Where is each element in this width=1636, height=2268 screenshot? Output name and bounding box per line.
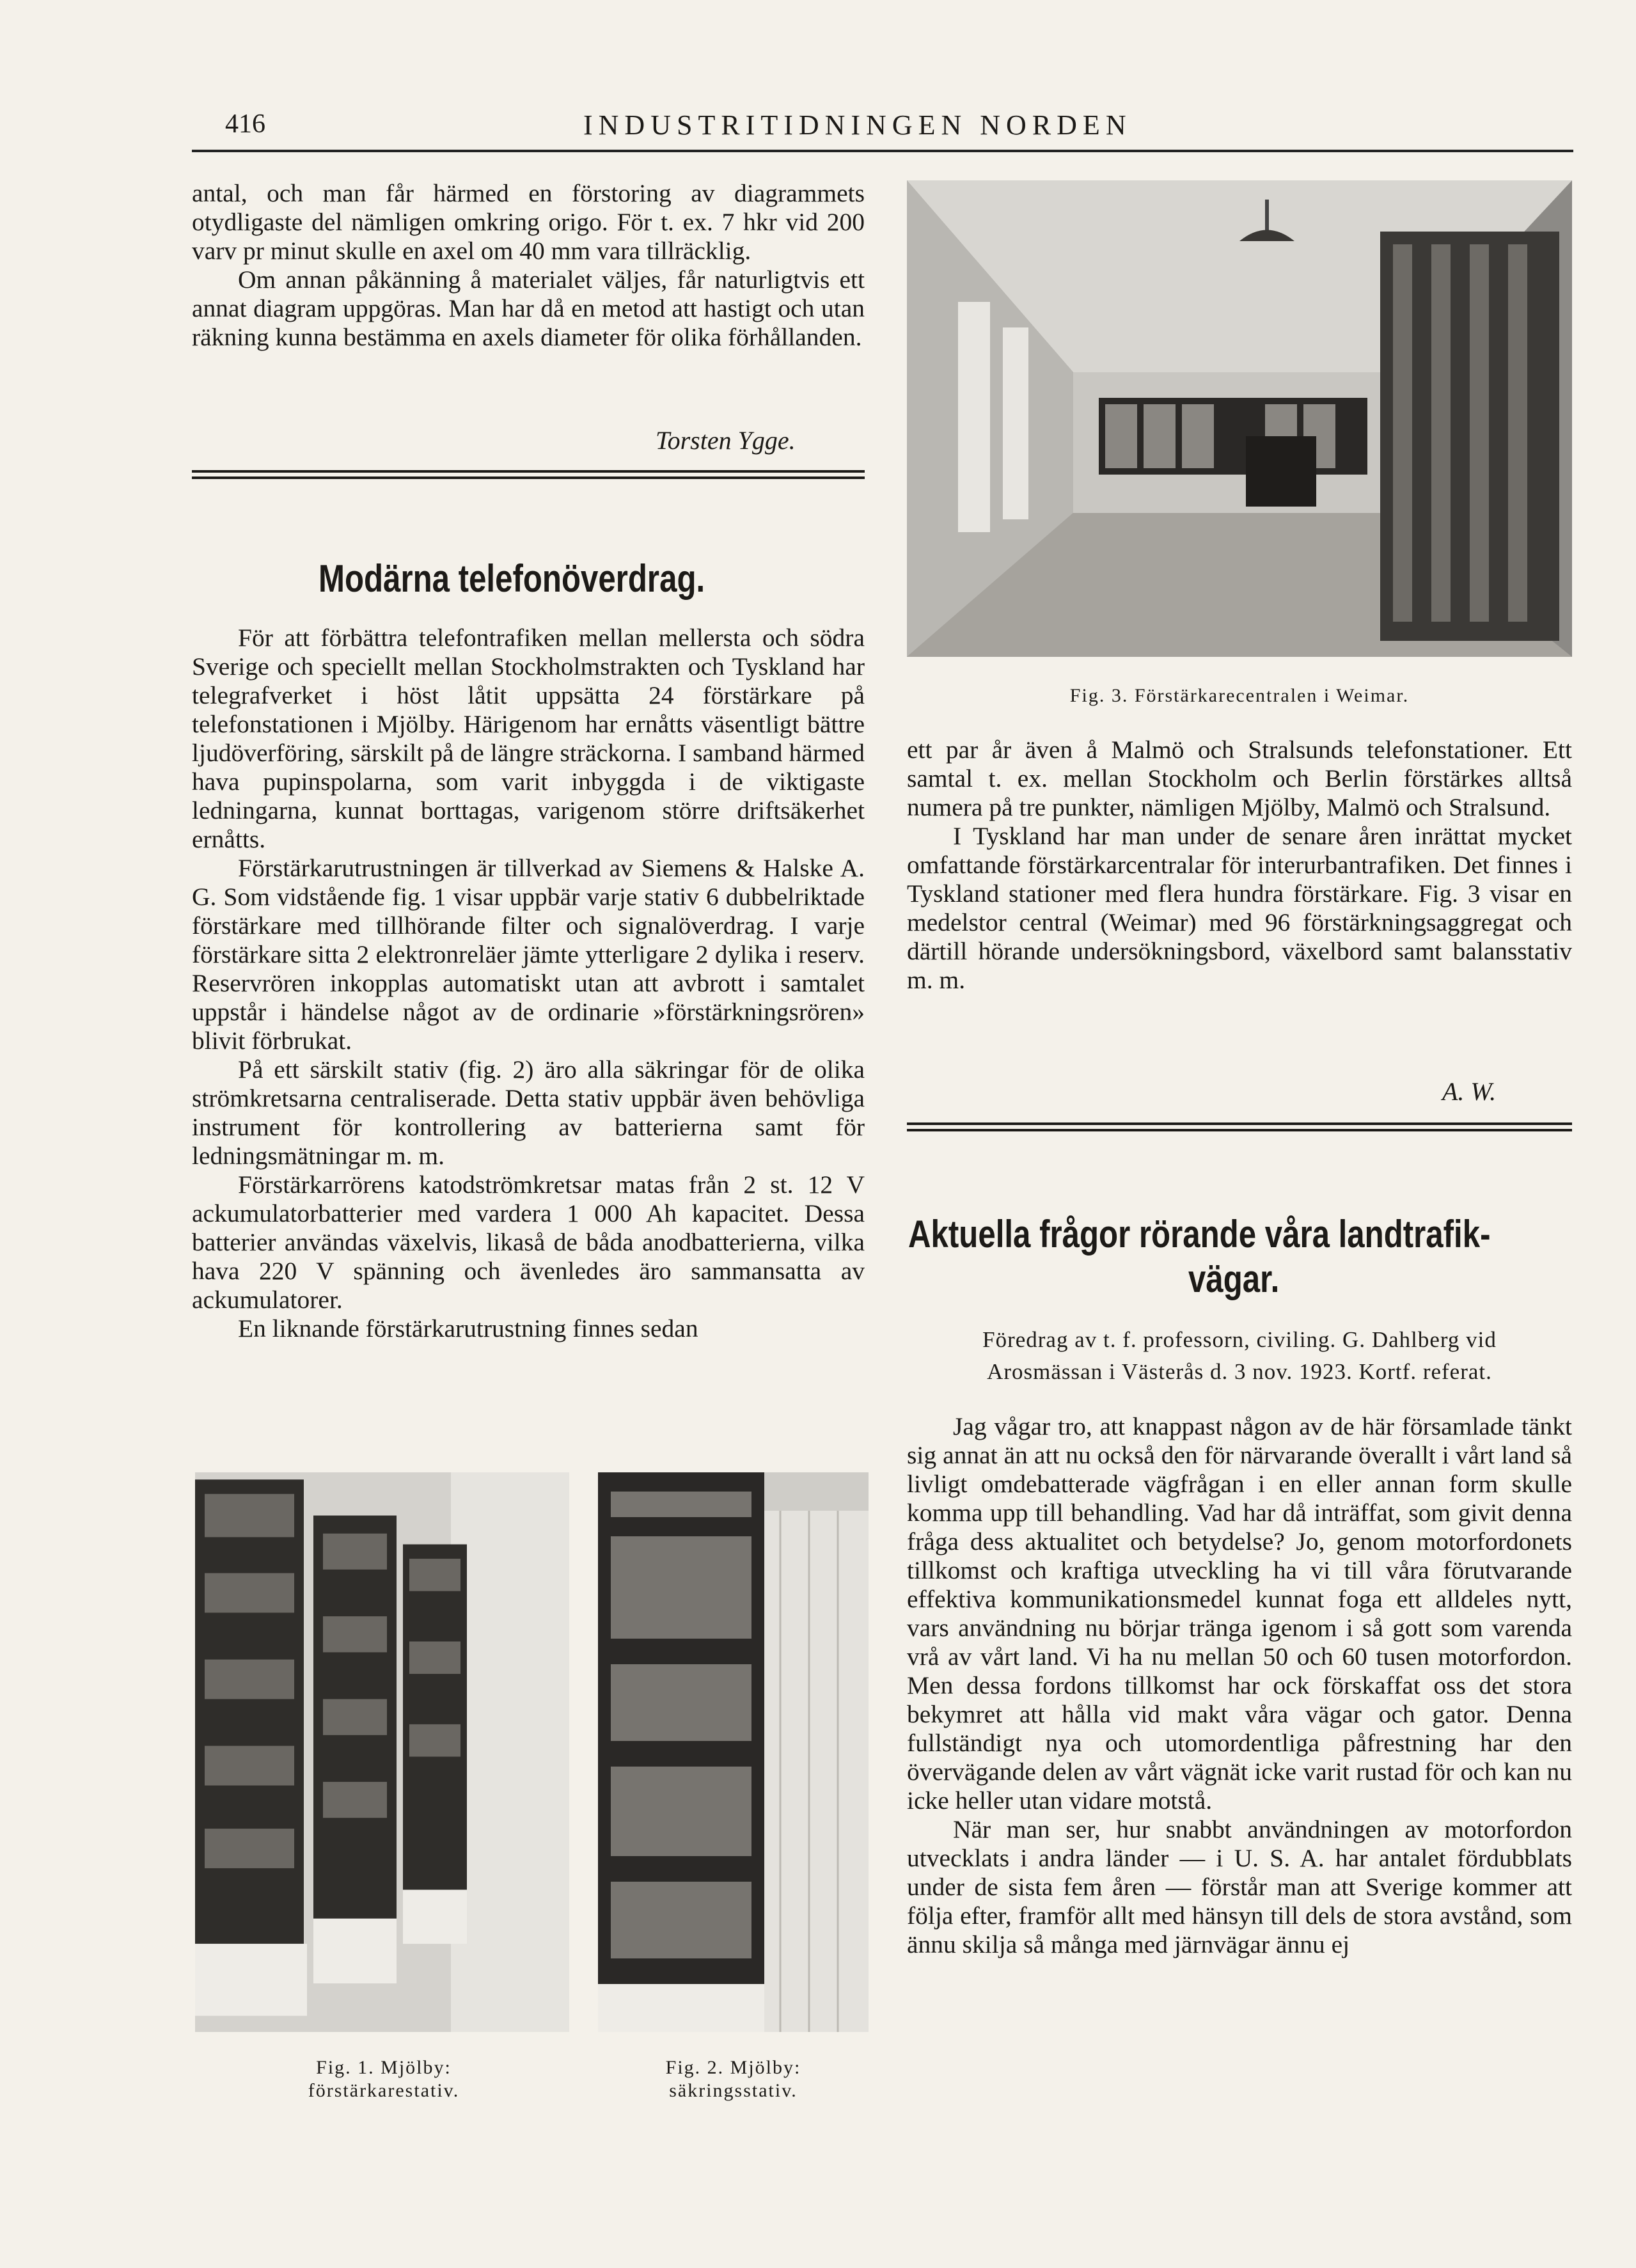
- journal-title: INDUSTRITIDNINGEN NORDEN: [583, 109, 1132, 141]
- article2-paragraph: På ett särskilt stativ (fig. 2) äro alla säkringar för de olika strömkretsarna centraliserade. Detta stativ uppbär även behövliga instrument för kontrollering av batterierna samt för ledningsmätningar m. m.: [192, 1055, 865, 1170]
- article1-paragraph: Om annan påkänning å materialet väljes, får naturligtvis ett annat diagram uppgöras. Man har då en metod att hastigt och utan räkning kunna bestämma en axels diameter för olika förhållanden.: [192, 265, 865, 351]
- fig2-photo: [598, 1472, 869, 2032]
- article3-body: [907, 1412, 1572, 1959]
- fig1-illustration: [195, 1472, 569, 2032]
- article2-left-body: [192, 624, 865, 1343]
- fig1-caption-line: Fig. 1. Mjölby:: [316, 2057, 452, 2078]
- article2-author: A. W.: [1442, 1077, 1497, 1106]
- fig2-caption: [598, 2056, 869, 2102]
- article3-title-line2: vägar.: [1188, 1257, 1280, 1300]
- fig1-photo: [195, 1472, 569, 2032]
- article2-title: Modärna telefonöverdrag.: [319, 557, 705, 600]
- article1-body: [192, 179, 865, 352]
- fig2-caption-line: Fig. 2. Mjölby:: [665, 2057, 801, 2078]
- fig2-caption-line: säkringsstativ.: [669, 2080, 798, 2101]
- article1-paragraph: antal, och man får härmed en förstoring av diagrammets otydligaste del nämligen omkring origo. För t. ex. 7 hkr vid 200 varv pr minut skulle en axel om 40 mm vara tillräcklig.: [192, 179, 865, 265]
- fig3-photo: [907, 180, 1572, 657]
- article2-paragraph: I Tyskland har man under de senare åren inrättat mycket omfattande förstärkarcentralar för interurbantrafiken. Det finnes i Tyskland stationer med flera hundra förstärkare. Fig. 3 visar en medelstor central (Weimar) med 96 förstärkningsaggregat och därtill hörande undersökningsbord, växelbord samt balansstativ m. m.: [907, 822, 1572, 994]
- fig1-caption: [243, 2056, 524, 2102]
- header-rule: [192, 150, 1573, 152]
- article3-byline-line: Arosmässan i Västerås d. 3 nov. 1923. Kortf. referat.: [987, 1359, 1492, 1384]
- article3-byline-line: Föredrag av t. f. professorn, civiling. G. Dahlberg vid: [982, 1327, 1497, 1352]
- article3-title-line1: Aktuella frågor rörande våra landtrafik-: [908, 1213, 1491, 1256]
- article2-paragraph: ett par år även å Malmö och Stralsunds telefonstationer. Ett samtal t. ex. mellan Stockholm och Berlin förstärkes alltså numera på tre punkter, nämligen Mjölby, Malmö och Stralsund.: [907, 736, 1572, 821]
- article1-author: Torsten Ygge.: [656, 426, 796, 455]
- article3-paragraph: När man ser, hur snabbt användningen av motorfordon utvecklats i andra länder — i U. S. A. har antalet fördubblats under de sista fem åren — förstår man att Sverige kommer att följa efter, framför allt med hänsyn till dels de stora avstånd, som ännu skilja så många med järnvägar ännu ej: [907, 1815, 1572, 1958]
- fig3-illustration: [907, 180, 1572, 657]
- article2-paragraph: Förstärkarutrustningen är tillverkad av Siemens & Halske A. G. Som vidstående fig. 1 visar uppbär varje stativ 6 dubbelriktade förstärkare med tillhörande filter och signalöverdrag. I varje förstärkare sitta 2 elektronreläer jämte ytterligare 2 dylika i reserv. Reservrören inkopplas automatiskt utan att avbrott i samtalet uppstår i händelse något av de ordinarie »förstärkningsrören» blivit förbrukat.: [192, 854, 865, 1055]
- article-separator: [192, 470, 865, 479]
- fig2-illustration: [598, 1472, 869, 2032]
- article2-paragraph: Förstärkarrörens katodströmkretsar matas från 2 st. 12 V ackumulatorbatterier med vardera 1 000 Ah kapacitet. Dessa batterier användas växelvis, likaså de båda anodbatterierna, vilka hava 220 V spänning och ävenledes äro sammansatta av ackumulatorer.: [192, 1170, 865, 1314]
- article2-paragraph: För att förbättra telefontrafiken mellan mellersta och södra Sverige och speciellt mellan Stockholmstrakten och Tyskland har telegrafverket i höst låtit uppsätta 24 förstärkare på telefonstationen i Mjölby. Härigenom har ernåtts väsentligt bättre ljudöverföring, särskilt på de längre sträckorna. I samband härmed hava pupinspolarna, som varit inbyggda i de viktigaste ledningarna, kunnat borttagas, varigenom större driftsäkerhet ernåtts.: [192, 624, 865, 853]
- article3-byline: [907, 1324, 1572, 1388]
- article2-right-body: [907, 736, 1572, 995]
- article2-paragraph: En liknande förstärkarutrustning finnes sedan: [238, 1314, 698, 1343]
- page-number: 416: [225, 109, 265, 139]
- article3-paragraph: Jag vågar tro, att knappast någon av de här församlade tänkt sig annat än att nu också den för närvarande överallt i vårt land så livligt omdebatterade vägfrågan i en eller annan form skulle komma upp till behandling. Vad har då inträffat, som givit denna fråga dess aktualitet och betydelse? Jo, genom motorfordonets tillkomst och kraftiga utveckling ha vi till våra förutvarande effektiva kommunikationsmedel kunnat foga ett alldeles nytt, vars användning nu börjar tränga igenom i så gott som varenda vrå av vårt land. Vi ha nu mellan 50 och 60 tusen motorfordon. Men dessa fordons tillkomst har ock förskaffat oss det stora bekymret att hålla vid makt våra vägar och gator. Denna fullständigt nya och utomordentliga påfrestning har den övervägande delen av vårt vägnät icke varit rustad för och kan nu icke heller utan vidare motstå.: [907, 1412, 1572, 1815]
- article-separator: [907, 1122, 1572, 1131]
- fig3-caption: Fig. 3. Förstärkarecentralen i Weimar.: [1069, 685, 1410, 706]
- fig1-caption-line: förstärkarestativ.: [308, 2080, 460, 2101]
